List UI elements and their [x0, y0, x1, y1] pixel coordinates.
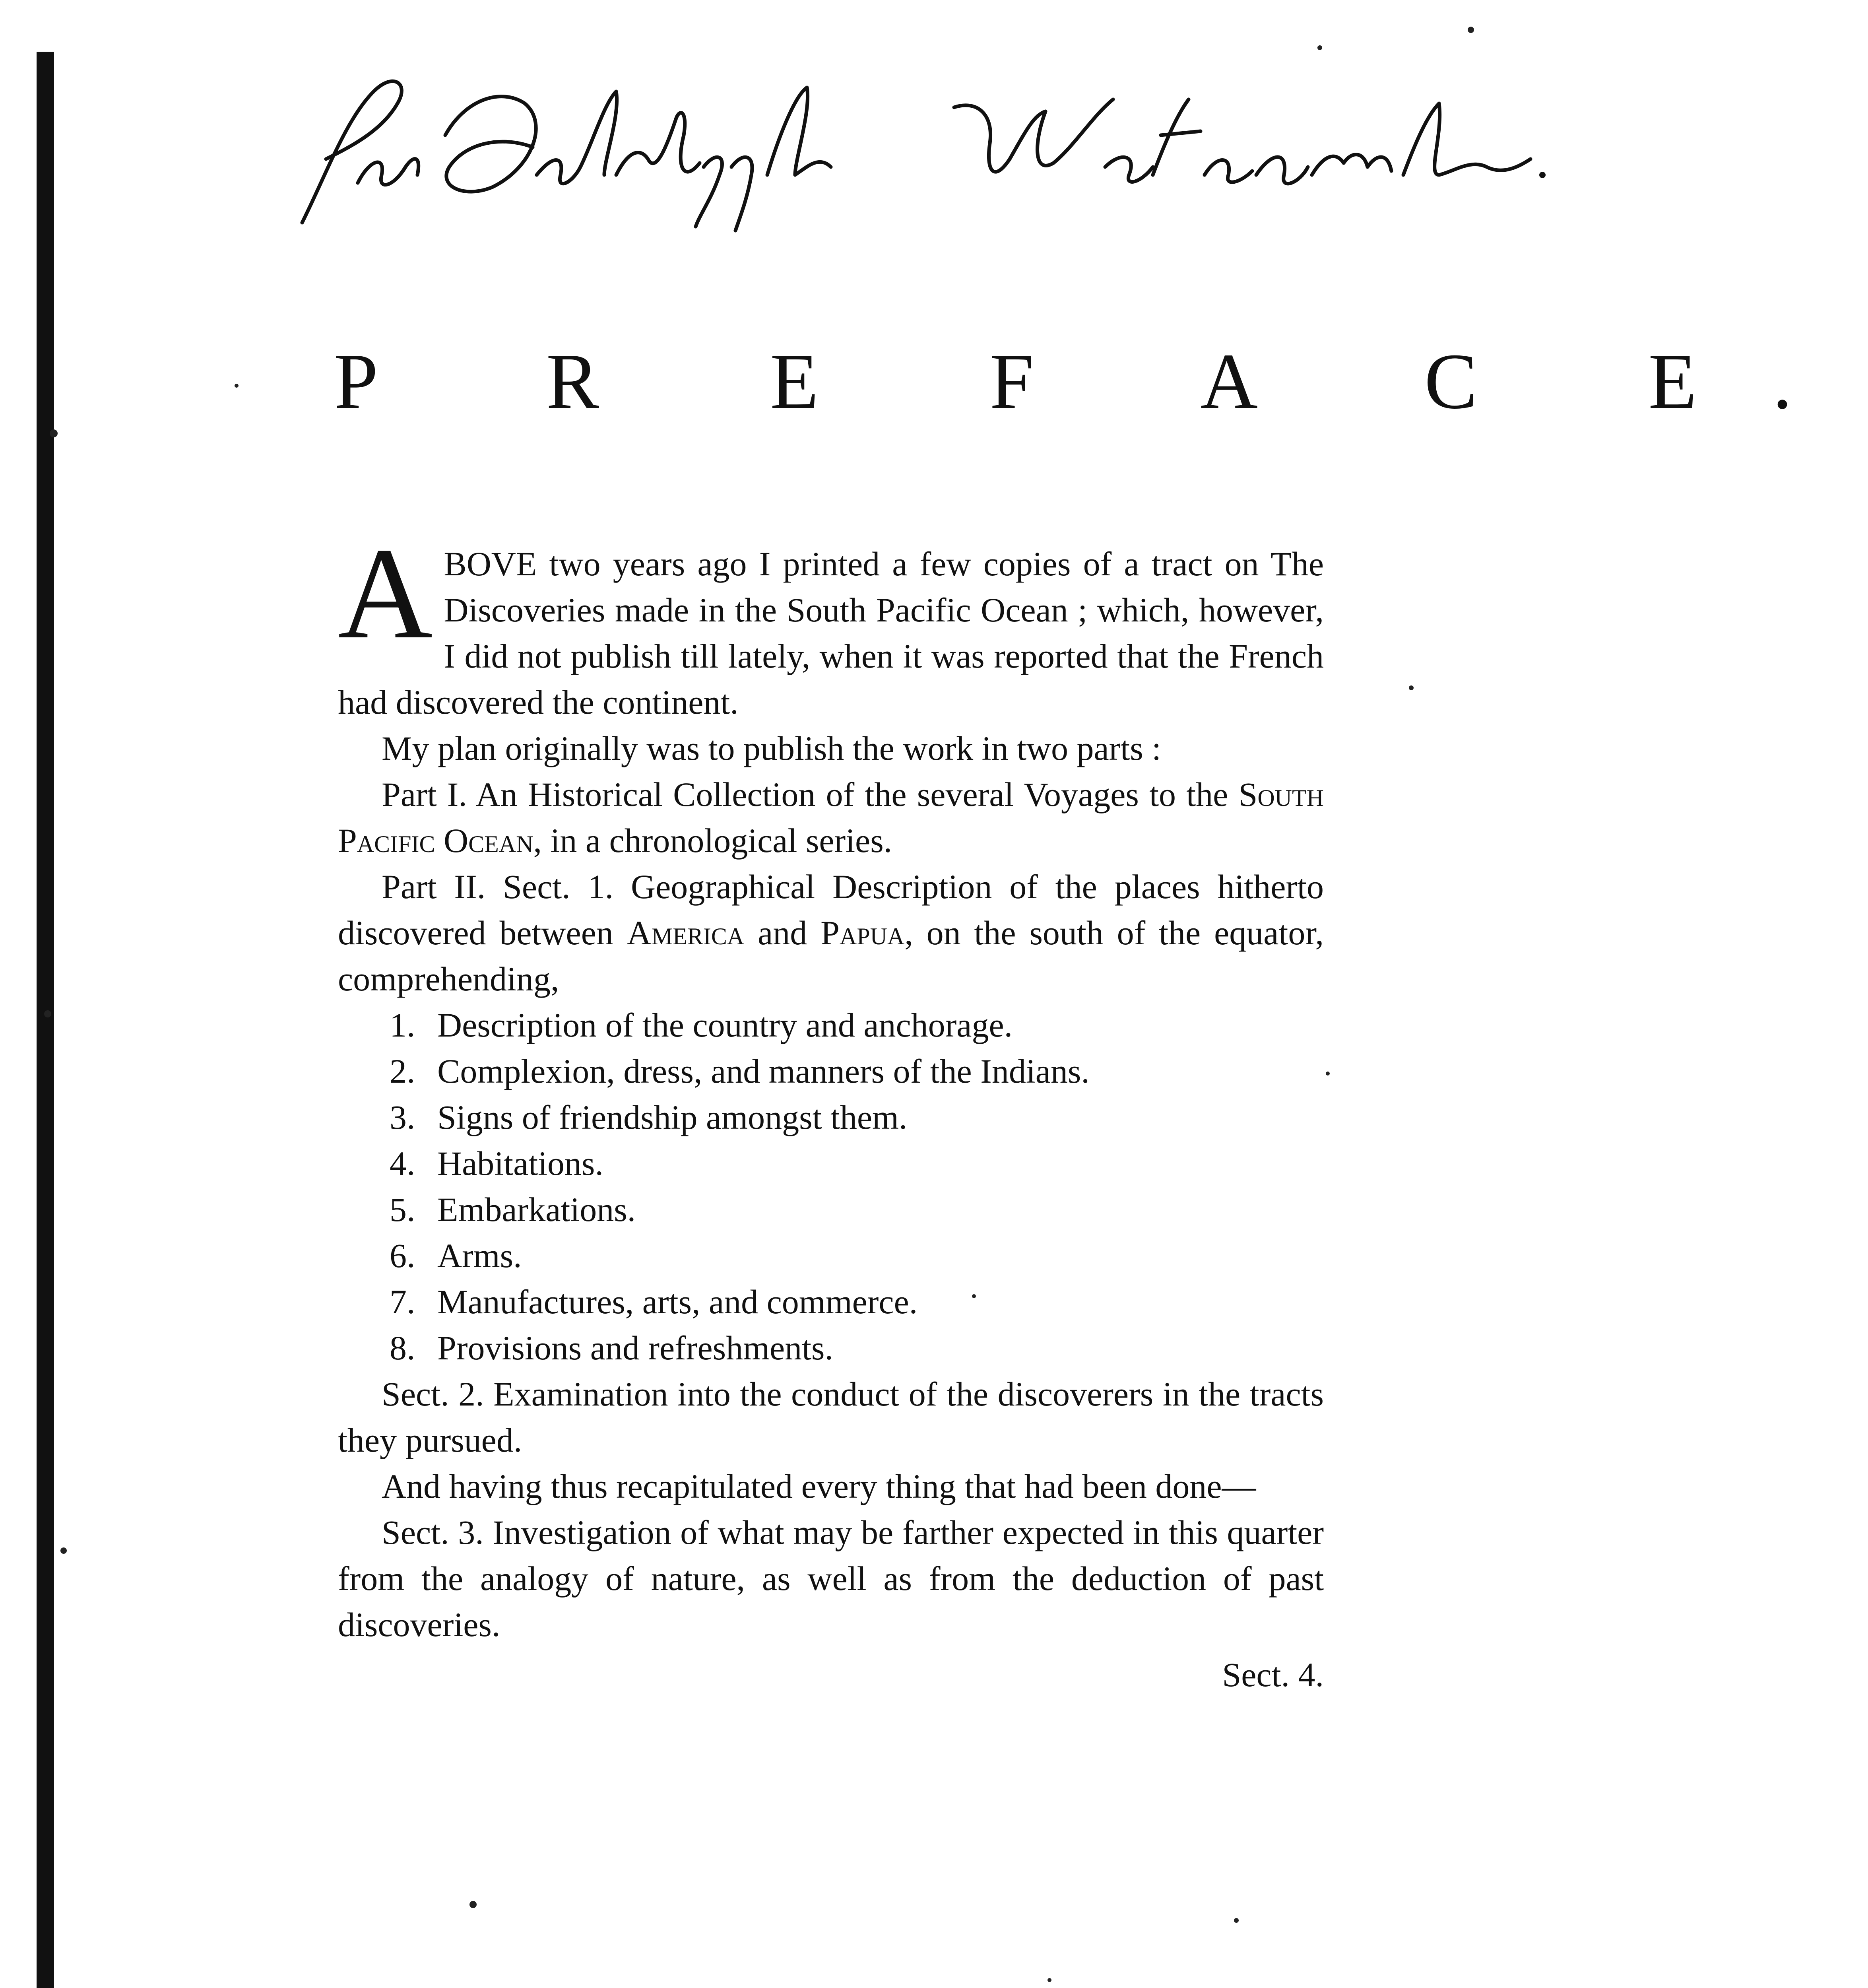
preface-body — [338, 521, 1324, 1698]
part-one-tail: , in a chronological series. — [533, 821, 892, 860]
list-item — [338, 1233, 1324, 1279]
item-number: 8. — [390, 1329, 415, 1367]
item-number: 2. — [390, 1052, 415, 1090]
item-text: Embarkations. — [437, 1190, 636, 1229]
list-item — [338, 1325, 1324, 1371]
section-two: Sect. 2. Examination into the conduct of the discoverers in the tracts they pursued. — [338, 1375, 1324, 1459]
drop-cap: A — [338, 521, 433, 666]
part-two-lead: Part II. Sect. 1. Geographical Description of the places hitherto discovered between — [338, 868, 1324, 952]
part-two-middle: and — [744, 914, 821, 952]
list-item — [338, 1140, 1324, 1186]
item-number: 4. — [390, 1144, 415, 1182]
item-text: Provisions and refreshments. — [437, 1329, 834, 1367]
part-one — [338, 771, 1324, 864]
section-three: Sect. 3. Investigation of what may be farther expected in this quarter from the analogy of nature, as well as from the deduction of past discoveries. — [338, 1513, 1324, 1644]
item-text: Complexion, dress, and manners of the Indians. — [437, 1052, 1090, 1090]
item-number: 7. — [390, 1283, 415, 1321]
opening-text: BOVE two years ago I printed a few copies of a tract on The Discoveries made in the South Pacific Ocean ; which, however, I did not publish till lately, when it was reported that the French had discovered the continent. — [338, 545, 1324, 721]
item-number: 6. — [390, 1237, 415, 1275]
item-text: Manufactures, arts, and commerce. — [437, 1283, 918, 1321]
catchword: Sect. 4. — [1222, 1656, 1324, 1694]
item-text: Habitations. — [437, 1144, 603, 1182]
item-number: 1. — [390, 1006, 415, 1044]
handwritten-signature — [278, 56, 1550, 247]
item-number: 3. — [390, 1098, 415, 1136]
paragraph-plan: My plan originally was to publish the work in two parts : — [382, 729, 1162, 767]
binding-edge — [37, 52, 54, 1988]
part-one-ocean: South Pacific Ocean — [338, 775, 1324, 860]
part-two — [338, 864, 1324, 1002]
item-number: 5. — [390, 1190, 415, 1229]
recapitulation: And having thus recapitulated every thing that had been done— — [382, 1467, 1256, 1505]
part-two-america: America — [627, 914, 745, 952]
list-item — [338, 1002, 1324, 1048]
item-text: Description of the country and anchorage. — [437, 1006, 1013, 1044]
page-title: P R E F A C E. — [334, 338, 1868, 425]
item-text: Signs of friendship amongst them. — [437, 1098, 908, 1136]
list-item — [338, 1186, 1324, 1233]
list-item — [338, 1048, 1324, 1094]
paragraph-opening — [338, 521, 1324, 725]
list-item — [338, 1279, 1324, 1325]
part-two-papua: Papua — [821, 914, 905, 952]
part-two-tail: , on the south of the equator, comprehending, — [338, 914, 1324, 998]
list-item — [338, 1094, 1324, 1140]
part-one-lead: Part I. An Historical Collection of the several Voyages to the — [382, 775, 1239, 813]
item-text: Arms. — [437, 1237, 522, 1275]
